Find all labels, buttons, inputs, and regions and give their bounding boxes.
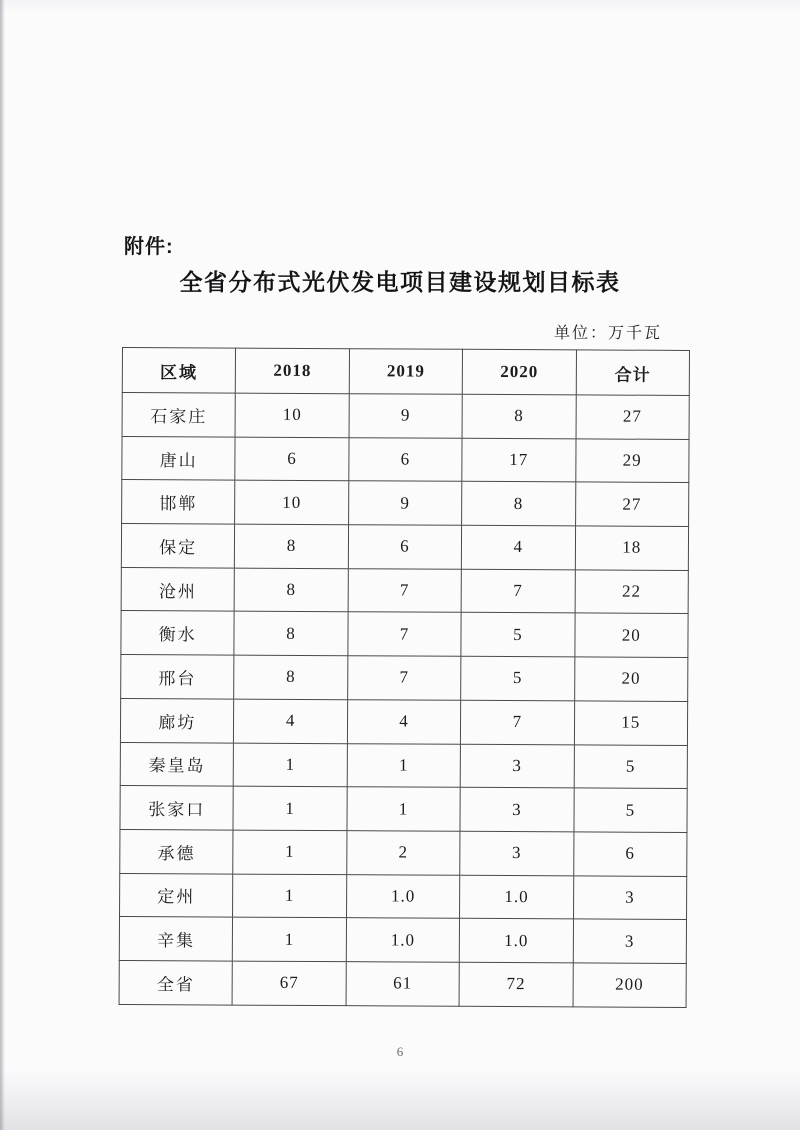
value-cell: 10 (235, 480, 349, 524)
value-cell: 61 (346, 962, 460, 1006)
region-cell: 保定 (121, 524, 235, 568)
value-cell: 1 (233, 874, 347, 918)
region-cell: 张家口 (120, 786, 234, 830)
value-cell: 1.0 (346, 874, 460, 918)
table-row (122, 436, 689, 483)
value-cell: 22 (575, 570, 689, 614)
value-cell: 8 (234, 612, 348, 656)
region-cell: 邢台 (121, 655, 235, 699)
header-cell-2020: 2020 (462, 349, 576, 395)
value-cell: 6 (235, 437, 349, 481)
value-cell: 3 (573, 875, 687, 919)
value-cell: 10 (235, 393, 349, 437)
region-cell: 定州 (120, 873, 234, 917)
region-cell: 秦皇岛 (120, 742, 234, 786)
value-cell: 20 (574, 613, 688, 657)
value-cell: 3 (460, 787, 574, 831)
value-cell: 67 (232, 961, 346, 1005)
header-cell-2019: 2019 (349, 349, 463, 395)
page-title: 全省分布式光伏发电项目建设规划目标表 (179, 269, 621, 295)
value-cell: 15 (574, 701, 688, 745)
table-row (120, 698, 687, 745)
header-cell-2018: 2018 (236, 348, 350, 394)
value-cell: 5 (574, 788, 688, 832)
value-cell: 5 (574, 744, 688, 788)
value-cell: 200 (573, 963, 687, 1007)
header-cell-region: 区域 (122, 348, 236, 394)
page-number: 6 (396, 1044, 404, 1059)
attachment-label: 附件: (124, 236, 174, 258)
value-cell: 1 (347, 743, 461, 787)
region-cell: 石家庄 (122, 393, 236, 437)
value-cell: 6 (348, 525, 462, 569)
value-cell: 27 (576, 395, 690, 439)
table-row (120, 786, 687, 833)
value-cell: 6 (573, 832, 687, 876)
value-cell: 3 (460, 744, 574, 788)
table-header (122, 348, 689, 396)
value-cell: 29 (575, 439, 689, 483)
value-cell: 18 (575, 526, 689, 570)
value-cell: 17 (462, 438, 576, 482)
value-cell: 8 (462, 394, 576, 438)
header-row (122, 348, 689, 396)
value-cell: 6 (349, 437, 463, 481)
region-cell: 沧州 (121, 567, 235, 611)
table-row (122, 393, 689, 440)
value-cell: 1 (233, 786, 347, 830)
table-row (121, 655, 688, 702)
region-cell: 辛集 (119, 917, 233, 961)
value-cell: 7 (347, 656, 461, 700)
table-body (119, 393, 689, 1008)
value-cell: 7 (348, 612, 462, 656)
region-cell: 邯郸 (122, 480, 236, 524)
value-cell: 7 (461, 700, 575, 744)
value-cell: 3 (460, 831, 574, 875)
region-cell: 全省 (119, 960, 233, 1004)
unit-note: 单位：万千瓦 (553, 325, 662, 342)
value-cell: 27 (575, 482, 689, 526)
value-cell: 7 (348, 568, 462, 612)
value-cell: 4 (347, 699, 461, 743)
table-row (119, 917, 686, 964)
value-cell: 1 (234, 743, 348, 787)
table-row (121, 611, 688, 658)
region-cell: 衡水 (121, 611, 235, 655)
value-cell: 9 (348, 481, 462, 525)
value-cell: 4 (462, 525, 576, 569)
region-cell: 承德 (120, 829, 234, 873)
value-cell: 5 (461, 656, 575, 700)
table-row (121, 524, 688, 571)
value-cell: 20 (574, 657, 688, 701)
pv-targets-table (119, 347, 690, 1008)
header-cell-合计: 合计 (576, 350, 690, 396)
value-cell: 1.0 (459, 919, 573, 963)
value-cell: 1.0 (460, 875, 574, 919)
table-row (120, 873, 687, 920)
table-row (121, 567, 688, 614)
value-cell: 72 (459, 962, 573, 1006)
value-cell: 7 (461, 569, 575, 613)
value-cell: 4 (234, 699, 348, 743)
value-cell: 1 (233, 830, 347, 874)
value-cell: 8 (234, 655, 348, 699)
value-cell: 9 (349, 394, 463, 438)
value-cell: 3 (573, 919, 687, 963)
region-cell: 廊坊 (120, 698, 234, 742)
value-cell: 8 (462, 482, 576, 526)
table-row (120, 829, 687, 876)
value-cell: 1 (347, 787, 461, 831)
value-cell: 8 (235, 524, 349, 568)
value-cell: 2 (347, 831, 461, 875)
table-row (120, 742, 687, 789)
value-cell: 5 (461, 613, 575, 657)
value-cell: 1.0 (346, 918, 460, 962)
value-cell: 1 (233, 917, 347, 961)
table-row (122, 480, 689, 527)
table-row (119, 960, 686, 1007)
value-cell: 8 (235, 568, 349, 612)
region-cell: 唐山 (122, 436, 236, 480)
